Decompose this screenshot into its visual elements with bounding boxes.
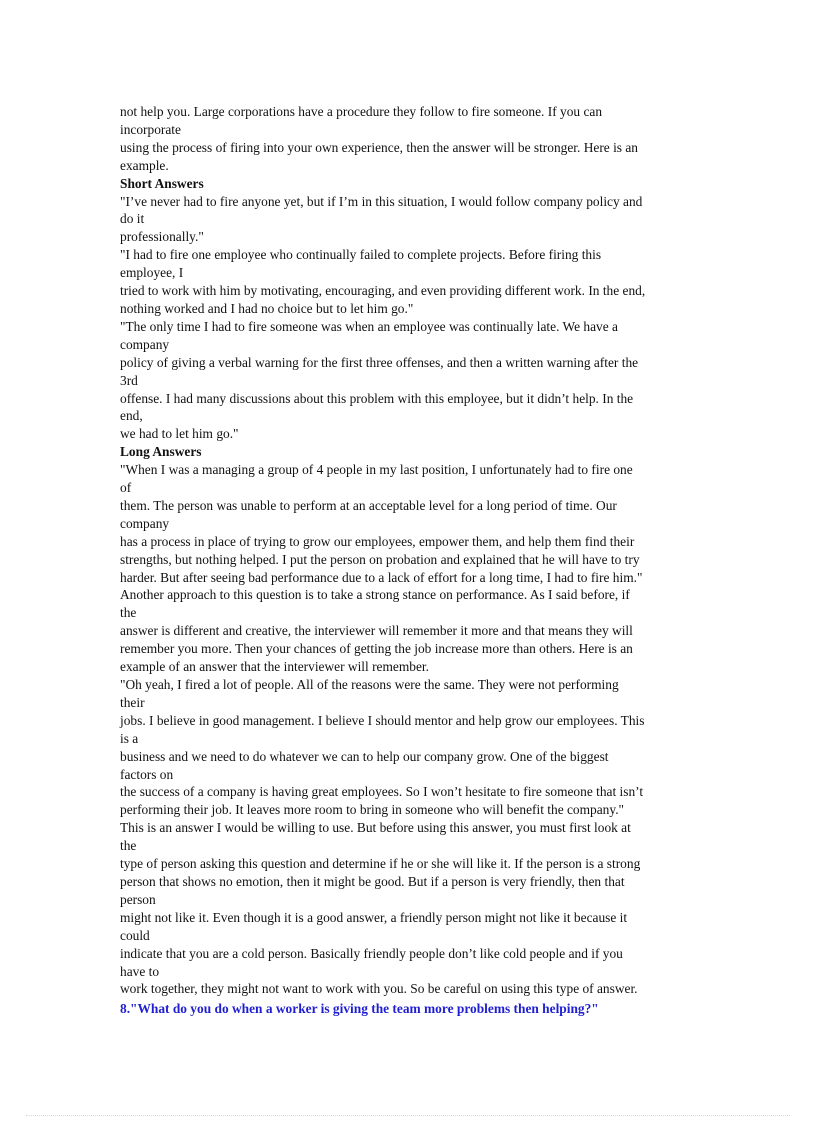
text-line: policy of giving a verbal warning for the first three offenses, and then a written warning after the — [120, 354, 639, 370]
text-line: person — [120, 891, 156, 907]
text-line: jobs. I believe in good management. I believe I should mentor and help grow our employees. This — [120, 712, 645, 728]
text-line: do it — [120, 211, 145, 227]
text-line: harder. But after seeing bad performance due to a lack of effort for a long time, I had to fire him." — [120, 569, 643, 585]
question-heading: 8."What do you do when a worker is giving the team more problems then helping?" — [120, 1001, 599, 1017]
text-line: factors on — [120, 766, 174, 782]
text-line: not help you. Large corporations have a procedure they follow to fire someone. If you can — [120, 104, 603, 119]
text-line: we had to let him go." — [120, 426, 239, 442]
section-heading: Long Answers — [120, 444, 202, 460]
text-line: might not like it. Even though it is a good answer, a friendly person might not like it because it — [120, 909, 628, 925]
text-line: type of person asking this question and determine if he or she will like it. If the person is a strong — [120, 856, 641, 872]
text-line: could — [120, 927, 150, 943]
text-line: This is an answer I would be willing to use. But before using this answer, you must first look at — [120, 820, 631, 836]
text-line: strengths, but nothing helped. I put the person on probation and explained that he will have to try — [120, 551, 640, 567]
text-line: 3rd — [120, 372, 138, 388]
text-line: Another approach to this question is to take a strong stance on performance. As I said before, if — [120, 587, 630, 603]
text-line: answer is different and creative, the interviewer will remember it more and that means they will — [120, 623, 633, 639]
text-line: incorporate — [120, 121, 181, 137]
text-line: "The only time I had to fire someone was when an employee was continually late. We have a — [120, 318, 618, 334]
text-line: is a — [120, 730, 139, 746]
text-line: the success of a company is having great employees. So I won’t hesitate to fire someone that isn’t — [120, 784, 644, 800]
text-line: the — [120, 838, 137, 854]
text-line: performing their job. It leaves more room to bring in someone who will benefit the company." — [120, 802, 625, 818]
text-line: them. The person was unable to perform at an acceptable level for a long period of time. Our — [120, 497, 617, 513]
text-line: employee, I — [120, 265, 184, 281]
text-line: "I’ve never had to fire anyone yet, but if I’m in this situation, I would follow company policy and — [120, 193, 643, 209]
text-line: have to — [120, 963, 160, 979]
text-line: example. — [120, 157, 169, 173]
text-line: their — [120, 694, 145, 710]
text-line: tried to work with him by motivating, encouraging, and even providing different work. In the end, — [120, 283, 646, 299]
text-line: company — [120, 336, 170, 352]
text-line: work together, they might not want to work with you. So be careful on using this type of answer. — [120, 981, 638, 997]
text-line: "Oh yeah, I fired a lot of people. All of the reasons were the same. They were not performing — [120, 677, 619, 692]
text-line: end, — [120, 408, 143, 424]
text-line: using the process of firing into your own experience, then the answer will be stronger. Here is an — [120, 139, 638, 155]
document-body — [120, 103, 700, 1018]
text-line: has a process in place of trying to grow our employees, empower them, and help them find their — [120, 533, 635, 549]
text-line: "When I was a managing a group of 4 people in my last position, I unfortunately had to fire one — [120, 462, 633, 478]
text-line: company — [120, 515, 170, 531]
text-line: nothing worked and I had no choice but to let him go." — [120, 300, 414, 316]
section-heading: Short Answers — [120, 175, 204, 191]
text-line: business and we need to do whatever we can to help our company grow. One of the biggest — [120, 748, 609, 764]
text-line: person that shows no emotion, then it might be good. But if a person is very friendly, then that — [120, 873, 625, 889]
text-line: of — [120, 480, 132, 496]
text-line: indicate that you are a cold person. Basically friendly people don’t like cold people and if you — [120, 945, 623, 961]
text-line: offense. I had many discussions about this problem with this employee, but it didn’t help. In the — [120, 390, 634, 406]
text-line: professionally." — [120, 229, 204, 245]
text-line: "I had to fire one employee who continually failed to complete projects. Before firing this — [120, 247, 602, 263]
text-line: remember you more. Then your chances of getting the job increase more than others. Here is an — [120, 641, 633, 657]
text-line: example of an answer that the interviewer will remember. — [120, 659, 429, 675]
page-footer-rule — [26, 1115, 790, 1116]
text-line: the — [120, 605, 137, 621]
